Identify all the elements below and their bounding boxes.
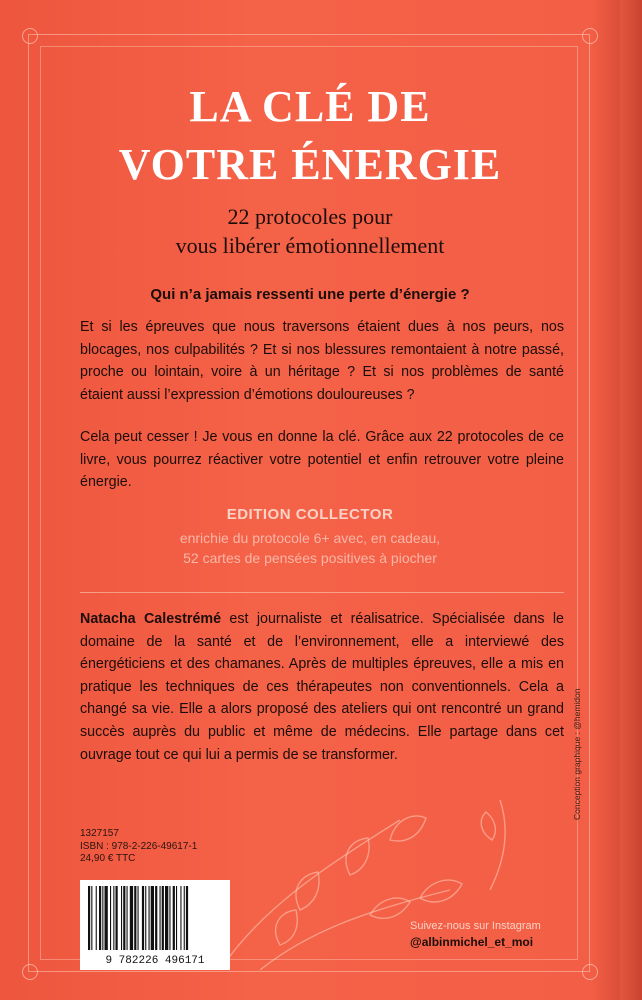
edition-line-2: 52 cartes de pensées positives à piocher: [183, 550, 437, 566]
design-credit: Conception graphique : @hemidon: [572, 688, 582, 820]
author-bio-text: est journaliste et réalisatrice. Spécialisée dans le domaine de la santé et de l’environnement, elle a interviewé des énergéticiens et des chamanes. Après de multiples épreuves, elle a mis en pratique les techniques de ces thérapeutes non conventionnels. Cela a changé sa vie. Elle a alors proposé des ateliers qui ont rencontré un grand succès auprès du public et même de médecins. Elle partage dans cet ouvrage tout ce qui lui a permis de se transformer.: [80, 611, 564, 763]
isbn: ISBN : 978-2-226-49617-1: [80, 840, 198, 852]
description-paragraph-1: Et si les épreuves que nous traversons étaient dues à nos peurs, nos blocages, nos culpabilités ? Et si nos blessures remontaient à notre passé, proche ou lointain, voire à un héritage ? Et si nos problèmes de santé étaient aussi l’expression d’émotions douloureuses ?: [80, 319, 564, 403]
author-name: Natacha Calestrémé: [80, 611, 222, 627]
barcode-digits: 9 782226 496171: [80, 955, 230, 967]
frame-corner-ornament: [582, 28, 598, 44]
follow-instagram-text: Suivez-nous sur Instagram: [410, 920, 541, 932]
instagram-handle[interactable]: @albinmichel_et_moi: [410, 935, 534, 949]
subtitle-line-1: 22 protocoles pour: [227, 204, 393, 229]
book-title: [0, 78, 620, 194]
section-divider: [80, 592, 564, 593]
frame-corner-ornament: [582, 964, 598, 980]
book-subtitle: [0, 202, 620, 260]
subtitle-line-2: vous libérer émotionnellement: [175, 233, 445, 258]
spine-edge: [620, 0, 642, 1000]
price: 24,90 € TTC: [80, 853, 136, 864]
title-line-2: VOTRE ÉNERGIE: [118, 140, 502, 189]
barcode-bars-icon: [80, 880, 230, 954]
frame-corner-ornament: [22, 28, 38, 44]
frame-corner-ornament: [22, 964, 38, 980]
title-line-1: LA CLÉ DE: [189, 82, 431, 131]
internal-code: 1327157: [80, 828, 119, 839]
edition-title: EDITION COLLECTOR: [226, 506, 394, 523]
author-bio: [80, 608, 564, 766]
description-paragraph-2: Cela peut cesser ! Je vous en donne la clé. Grâce aux 22 protocoles de ce livre, vous pourrez réactiver votre potentiel et enfin retrouver votre pleine énergie.: [80, 429, 564, 490]
edition-line-1: enrichie du protocole 6+ avec, en cadeau,: [179, 530, 441, 546]
book-codes: [80, 828, 197, 866]
lead-question: Qui n’a jamais ressenti une perte d’énergie ?: [150, 286, 470, 303]
